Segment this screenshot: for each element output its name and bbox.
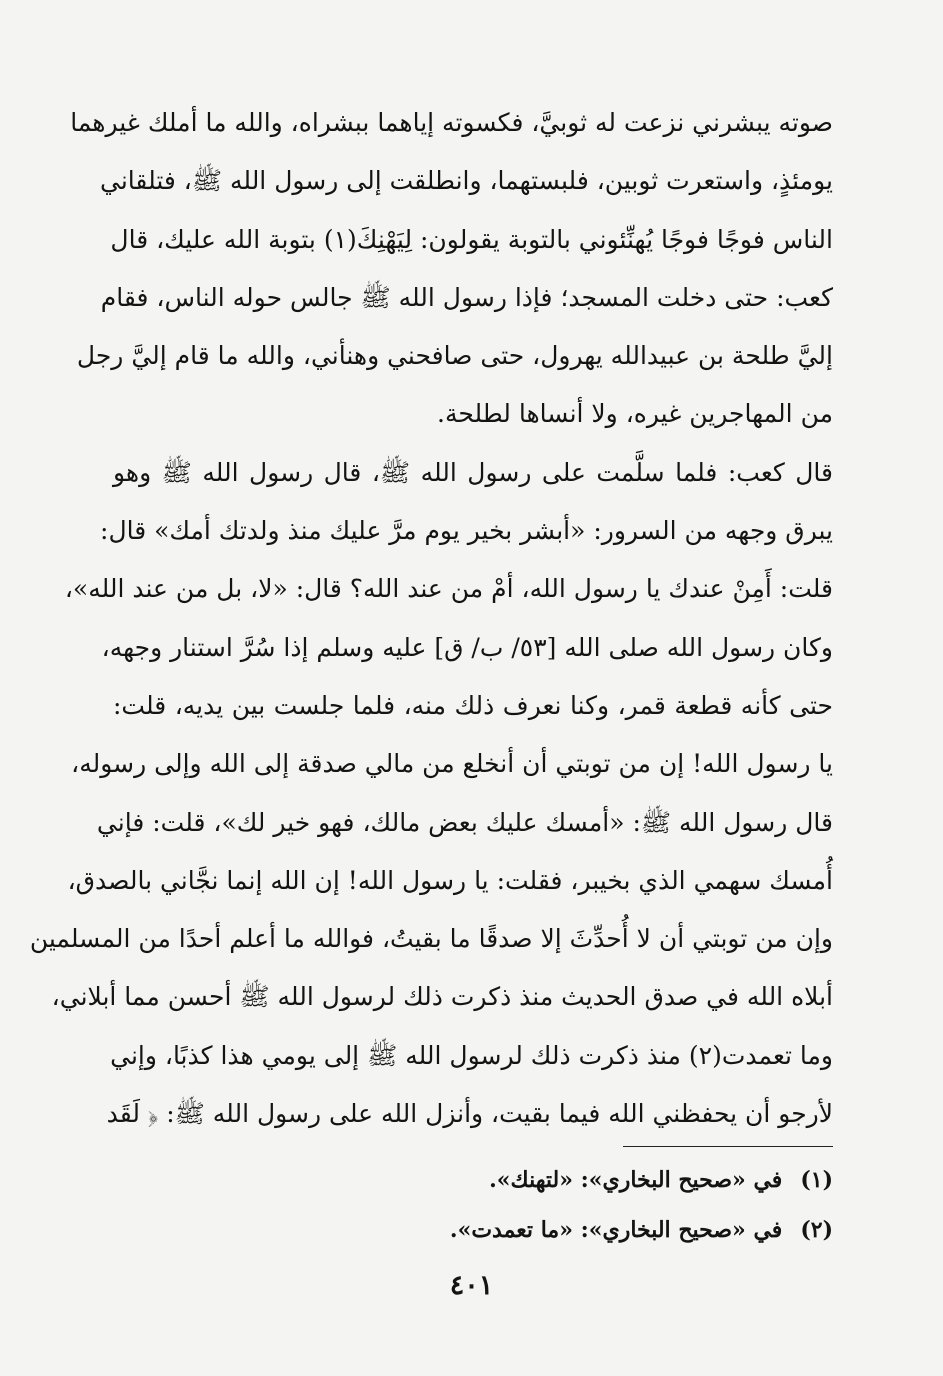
text-line: من المهاجرين غيره، ولا أنساها لطلحة. <box>437 399 833 429</box>
footnotes <box>113 1160 833 1260</box>
text-line: وإن من توبتي أن لا أُحدِّثَ إلا صدقًا ما بقيتُ، فوالله ما أعلم أحدًا من المسلمين <box>29 924 833 954</box>
text-line: قال رسول الله ﷺ: «أمسك عليك بعض مالك، فهو خير لك»، قلت: فإني <box>96 807 833 837</box>
text-line: صوته يبشرني نزعت له ثوبيَّ، فكسوته إياهما ببشراه، والله ما أملك غيرهما <box>70 108 833 137</box>
footnote-number: (٢) <box>800 1217 833 1243</box>
footnote-separator <box>623 1146 833 1147</box>
text-line: قال كعب: فلما سلَّمت على رسول الله ﷺ، قال رسول الله ﷺ وهو <box>113 457 833 487</box>
text-line: إليَّ طلحة بن عبيدالله يهرول، حتى صافحني وهنأني، والله ما قام إليَّ رجل <box>76 341 833 371</box>
page-number: ٤٠١ <box>449 1270 494 1301</box>
footnote-number: (١) <box>800 1167 833 1193</box>
text-line: أبلاه الله في صدق الحديث منذ ذكرت ذلك لرسول الله ﷺ أحسن مما أبلاني، <box>51 982 833 1012</box>
text-line: وما تعمدت(٢) منذ ذكرت ذلك لرسول الله ﷺ إلى يومي هذا كذبًا، وإني <box>110 1040 833 1070</box>
footnote-text: في «صحيح البخاري»: «ما تعمدت». <box>449 1217 783 1243</box>
text-line: لأرجو أن يحفظني الله فيما بقيت، وأنزل الله على رسول الله ﷺ: ﴿ لَقَد <box>106 1099 833 1129</box>
footnote <box>113 1210 833 1260</box>
text-line: الناس فوجًا فوجًا يُهنِّئوني بالتوبة يقولون: لِيَهْنِكَ(١) بتوبة الله عليك، قال <box>110 224 833 254</box>
footnote-text: في «صحيح البخاري»: «لتهنك». <box>489 1167 783 1193</box>
text-line: وكان رسول الله صلى الله [٥٣/ ب/ ق] عليه وسلم إذا سُرَّ استنار وجهه، <box>101 632 833 662</box>
text-line: يومئذٍ، واستعرت ثوبين، فلبستهما، وانطلقت إلى رسول الله ﷺ، فتلقاني <box>100 166 833 196</box>
text-line: يا رسول الله! إن من توبتي أن أنخلع من مالي صدقة إلى الله وإلى رسوله، <box>71 749 833 779</box>
text-line: قلت: أَمِنْ عندك يا رسول الله، أمْ من عند الله؟ قال: «لا، بل من عند الله»، <box>64 574 833 604</box>
footnote <box>113 1160 833 1210</box>
text-line: أُمسك سهمي الذي بخيبر، فقلت: يا رسول الله! إن الله إنما نجَّاني بالصدق، <box>67 865 833 895</box>
text-line: يبرق وجهه من السرور: «أبشر بخير يوم مرَّ عليك منذ ولدتك أمك» قال: <box>100 516 833 546</box>
text-line: حتى كأنه قطعة قمر، وكنا نعرف ذلك منه، فلما جلست بين يديه، قلت: <box>113 690 833 720</box>
main-text <box>29 94 833 1143</box>
text-line: كعب: حتى دخلت المسجد؛ فإذا رسول الله ﷺ جالس حوله الناس، فقام <box>100 282 833 312</box>
